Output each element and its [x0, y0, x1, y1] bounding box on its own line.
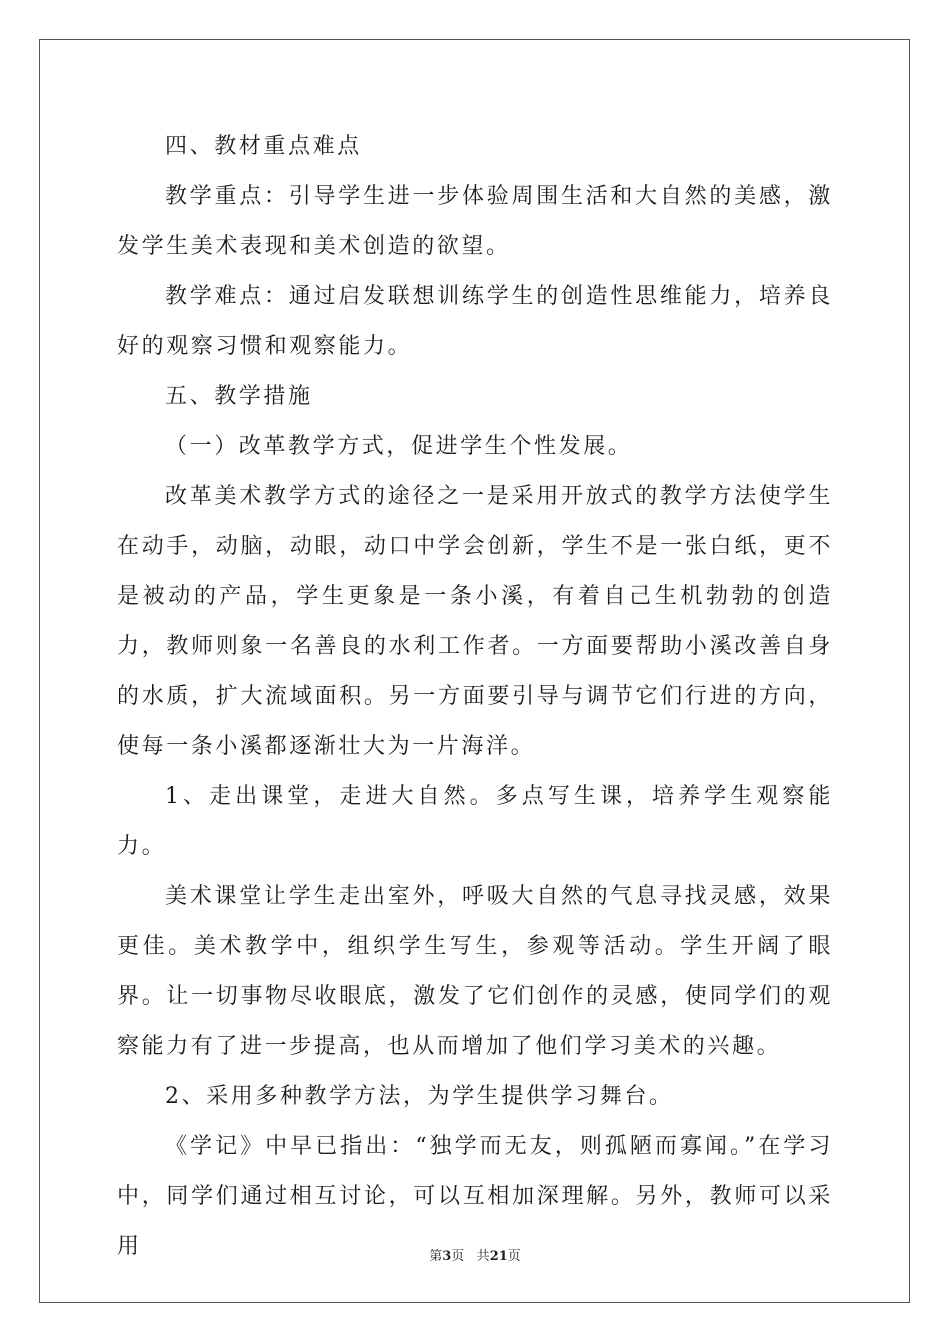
- page-footer: [0, 1245, 950, 1264]
- list-item-2: 2、采用多种教学方法，为学生提供学习舞台。: [165, 1084, 674, 1109]
- footer-total-suffix: 页: [507, 1249, 521, 1264]
- paragraph-key-points: 教学重点：引导学生进一步体验周围生活和大自然的美感，激发学生美术表现和美术创造的欲望。: [117, 184, 833, 259]
- list-item-1: 1、走出课堂，走进大自然。多点写生课，培养学生观察能力。: [117, 784, 833, 859]
- paragraph-difficulties: 教学难点：通过启发联想训练学生的创造性思维能力，培养良好的观察习惯和观察能力。: [117, 284, 833, 359]
- section-heading-5: 五、教学措施: [165, 384, 313, 409]
- paragraph-reform: 改革美术教学方式的途径之一是采用开放式的教学方法使学生在动手，动脑，动眼，动口中学会创新，学生不是一张白纸，更不是被动的产品，学生更象是一条小溪，有着自己生机勃勃的创造力，教师则象一名善良的水利工作者。一方面要帮助小溪改善自身的水质，扩大流域面积。另一方面要引导与调节它们行进的方向，使每一条小溪都逐渐壮大为一片海洋。: [117, 484, 833, 759]
- paragraph-xueji: 《学记》中早已指出：“独学而无友，则孤陋而寡闻。”在学习中，同学们通过相互讨论，可以互相加深理解。另外，教师可以采用: [117, 1134, 833, 1259]
- footer-page-number: 3: [442, 1249, 452, 1264]
- paragraph-outdoor: 美术课堂让学生走出室外，呼吸大自然的气息寻找灵感，效果更佳。美术教学中，组织学生写生，参观等活动。学生开阔了眼界。让一切事物尽收眼底，激发了它们创作的灵感，使同学们的观察能力有了进一步提高，也从而增加了他们学习美术的兴趣。: [117, 884, 833, 1059]
- footer-total-prefix: 共: [476, 1249, 490, 1264]
- footer-page-suffix: 页: [451, 1249, 465, 1264]
- section-heading-4: 四、教材重点难点: [165, 134, 362, 159]
- footer-page-prefix: 第: [429, 1249, 443, 1264]
- footer-total-pages: 21: [489, 1249, 508, 1264]
- document-body: [117, 122, 833, 1272]
- subsection-heading-1: （一）改革教学方式，促进学生个性发展。: [165, 434, 633, 459]
